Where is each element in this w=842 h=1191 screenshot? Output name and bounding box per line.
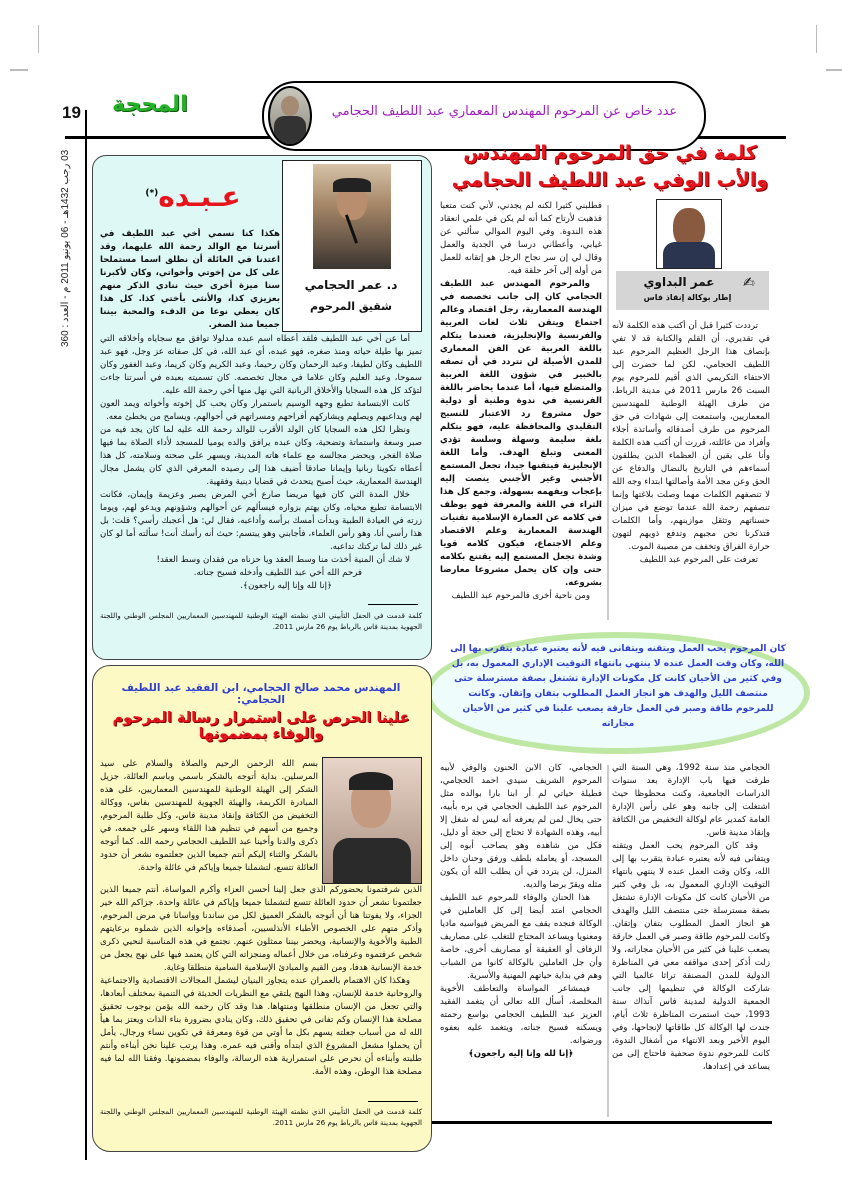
article-body	[100, 884, 422, 1094]
footnote-rule	[368, 1101, 418, 1102]
footnote: كلمة قدمت في الحفل التأبيني الذي نظمته الهيئة الوطنية للمهندسين المعماريين المجلس الوطني واللجنة الجهوية بمدينة فاس بالرباط يوم 26 مارس 2011.	[100, 611, 422, 631]
paragraph: الذين شرفتمونا بحضوركم الذي جعل إلينا أحسن العزاء وأكرم المواساة، أنتم جميعا الذين جعلتمونا نشعر أن حدود العائلة تتسع لتشملنا جميعا وإياكم في عائلة واحدة. جزاكم الله خير الجزاء، ولا يفوتنا هنا أن أتوجه بالشكر العميق لكل من ساندنا وواسانا في مرض المرحوم، وأذكر منهم على الخصوص الأطباء الأنذلسيين، أصدقاءه وإخوانه الذين شملوه برعايتهم الطبية والأخوية والإنسانية، ويحضر بيننا ممثلون عنهم. نجتمع في هذه المناسبة لنحيي ذكرى شخص عرفتموه وعرفناه، من خلال أعماله ومنجزاته التي كان يعتمد فيها على نهج يجعل من خدمة الإنسانية هدفا، ومن القيم والمبادئ الإسلامية السامية منطلقا وغاية.	[100, 885, 422, 973]
margin-rule	[85, 110, 87, 1160]
article-kicker: المهندس محمد صالح الحجامي، ابن الفقيد عبد اللطيف الحجامي:	[121, 682, 401, 706]
footnote-mark: (*)	[145, 188, 159, 199]
author-photo	[656, 199, 722, 269]
paragraph: كانت الابتسامة تطبع وجهه الوسيم باستمرار وكان يحب كل إخوته وأخواته ويمد العون لهم ويداعبهم ويصلهم ويشاركهم أفراحهم ومسراتهم في أحوالهم، ويسامح من يخطئ معه.	[100, 399, 422, 422]
article-body	[100, 333, 422, 591]
paragraph: فرحم الله أخي عبد اللطيف وأدخله فسيح جناته.	[193, 568, 362, 578]
paragraph: ونظرا لكل هذه السجايا كان الولد الأقرب للوالد رحمة الله عليه لما كان يجد فيه من صبر وسعة واستماتة وتضحية، وكان عبده يرافق والده يوميا للمسجد لأداء الصلاة بما فيها صلاة الفجر، ويحضر مجالسه مع علماء هاته المدينة، ويسهر على صحته وسلامته، كل هذا أعطاه تكوينا ربانيا وإيمانا صادقا أضيف هذا إلى رصيده المعرفي الذي كان يشمل مجال الهندسة المعمارية، حيث أصبح يتحدث في قضايا دينية وفقهية.	[100, 425, 422, 487]
column-right-continued	[612, 762, 770, 1120]
paragraph: فيمشاعر المواساة والتعاطف الأخوية المخلصة، أسأل الله تعالى أن يتغمد الفقيد العزيز عبد اللطيف الحجامي بواسع رحمته ويسكنه فسيح جناته، ويتغمد عليه بعفوه ورضوانه.	[440, 984, 602, 1046]
article-title: علينا الحرص على استمرار رسالة المرحوم والوفاء بمضمونها	[112, 710, 410, 742]
author-name: د. عمر الحجامي	[304, 278, 398, 292]
crop-mark	[826, 69, 842, 71]
title-line: والأب الوفي عبد اللطيف الحجامي	[451, 169, 769, 191]
page-number: 19	[62, 103, 81, 122]
crop-mark	[816, 25, 817, 53]
paragraph: فطلبني كثيرا لكنه لم يجدني، لأني كنت متعبا فذهبت لأرتاح كما أنه لم يكن في علمي انعقاد هذه الندوة. وفي اليوم الموالي سألني عن غيابي، وأعطاني درسا في الجدية والعمل وقال لي إن سر نجاح الرجل هو إتقانه للعمل من أوله إلى آخر حلقة فيه.	[440, 201, 602, 276]
crop-mark	[38, 25, 39, 53]
author-photo	[313, 164, 391, 269]
paragraph: لا شك أن المنية أخذت منا وسط العقد ويا حزناه من فقدان وسط العقد!	[156, 555, 410, 565]
pen-icon: ✍	[743, 275, 755, 291]
column-right	[612, 320, 770, 622]
paragraph: خلال المدة التي كان فيها مريضا صارع أخي المرض بصبر وعزيمة وإيمان، فكانت الابتسامة تطبع محياه، وكان يهتم بزواره فيسألهم عن أحوالهم وشؤونهم ويدعو لهم، ويوما زرته في العيادة الطبية وبدأت أمسك برأسه وأداعبه، فقال لي: هل أعجبك رأسي؟ قلت: بل هذا رأسي أنا، وهو رأس العلماء، فأجابني وهو يبتسم: حيث أنه رأسك أنت! سألته أما لو كان غير ذلك لما تركتك تداعبه.	[100, 490, 422, 552]
column-left	[440, 200, 602, 620]
paragraph: والمرحوم المهندس عبد اللطيف الحجامي كان إلى جانب تخصصه في الهندسة المعمارية، رجل اقتصاد وعالم اجتماع ويتقن ثلاث لغات العربية والفرنسية والإنجليزية، فعندما يتكلم باللغة العربية عن الفن المعماري للمدن الأصيلة لن تتردد في أن تصفه بالخبير في شؤون اللغة العربية والمتضلع فيها، أما عندما يحاضر باللغة الفرنسية في ندوة وطنية أو دولية حول مشروع رد الاعتبار للنسيج التقليدي والمحافظة عليه، فهو يتكلم بلغة سليمة وسهلة وسلسة تؤدي المعنى وتبلغ الهدف. وأما اللغة الإنجليزية فيتقنها جيدا، تجعل المستمع الأجنبي وغير الأجنبي ينصت إليه بإعجاب ويفهمه بسهولة. وجمع كل هذا الثراء في اللغة والمعرفة فهو يوظف في كلامه عن العمارة الإسلامية تقنيات الهندسة المعمارية وعلم الاقتصاد وعلم الاجتماع، فيكون كلامه قويا وشدة تجعل المستمع إليه يقتنع بكلامه حتى وإن كان يحمل مشروعا معارضا بشروعه.	[440, 279, 602, 588]
paragraph: الحجامي، كان الابن الحنون والوفي لأبيه المرحوم الشريف سيدي احمد الحجامي، فطيلة حياتي لم أر ابنا بارا بوالده مثل المرحوم عبد اللطيف الحجامي في بره بأبيه، حتى يخال لمن لم يعرفه أنه ليس له شغل إلا أبيه، وهذه الشهادة لا تحتاج إلى حجة أو دليل، فكل من شاهده وهو يصاحب أبوه إلى المسجد، أو يعامله بلطف ورفق وحنان داخل المنزل، لن يتردد في أن يطلب الله أن يكون مثله ويقرّ برضا والديه.	[440, 763, 602, 890]
paragraph: هكذا كنا نسمي أخي عبد اللطيف في أسرتنا مع الوالد رحمة الله عليهما، وقد اعتدنا في العائلة أن نطلق اسما مستملحا على كل من إخوتي وأخواتي، وكان لأكبرنا سنا ميزة أخرى حيث ننادي الذكر منهم بعزيزي كذا، والأنثى بأختي كذا. كل هذا كان يعطي نوعا من الدفء والمحبة بيننا جميعا منذ الصغر.	[100, 229, 280, 330]
paragraph: ترددت كثيرا قبل أن أكتب هذه الكلمة لأنه في تقديري، أن القلم والكتابة قد لا تفي بإنصاف هذا الرجل العظيم المرحوم عبد اللطيف الحجامي، لكن لما حضرت إلى الاحتفاء التكريمي الذي أقيم للمرحوم يوم السبت 26 مارس 2011 في مدينة الرباط، من طرف الهيئة الوطنية للمهندسين المعماريين، واستمعت إلى شهادات في حق المرحوم من طرف أصدقائه وأساتذة أجلاء وأفراد من عائلته، قررت أن أكتب هذه الكلمة وأنا على يقين أن العظماء الذين يطلقون أسماءهم في التاريخ بالنضال والدفاع عن الحق وعن مجد الأمة وأصالتها ابتداء وجه الله لا تنصفهم الكلمات مهما وصلت بلاغتها وإنما تنصفهم رحمة الله عندما توضع في ميزان حسناتهم وتثقل موازينهم، وأما الكلمات فتذكرنا نحن مجبهم وتدفع ذويهم لتهون حرارة الفراق وتخفف من مصيبة الموت.	[612, 321, 770, 552]
footnote: كلمة قدمت في الحفل التأبيني الذي نظمته الهيئة الوطنية للمهندسين المعماريين المجلس الوطني واللجنة الجهوية بمدينة فاس بالرباط يوم 26 مارس 2011.	[100, 1107, 422, 1127]
deceased-portrait	[268, 86, 312, 146]
author-photo	[322, 757, 422, 884]
paragraph: بسم الله الرحمن الرحيم والصلاة والسلام على سيد المرسلين. بداية أتوجه بالشكر باسمي وباسم العائلة، جزيل الشكر إلى الهيئة الوطنية للمهندسين المعماريين، على هذه المبادرة الكريمة، والهيئة الجهوية للمهندسين بفاس، ووكالة التخفيض من الكثافة وإنقاذ مدينة فاس، وكل طلبة المرحوم، وجميع من أسهم في تنظيم هذا اللقاء وسهر على جمعه، في ذكرى والدنا وأخينا عبد اللطيف الحجامي رحمه الله. كما أتوجه بالشكر والثناء إليكم أنتم جميعا الذين جعلتموه نشعر أن حدود العائلة تتسع، لتشملنا جميعا وإياكم في عائلة واحدة.	[100, 759, 318, 873]
article-title	[118, 180, 268, 213]
title-text: عـبـده	[158, 180, 241, 213]
magazine-logo: المحجة	[112, 92, 188, 117]
column-rule	[607, 765, 609, 1117]
author-name: عمر البداوي	[643, 275, 715, 289]
paragraph: تعرفت على المرحوم عبد اللطيف	[639, 555, 758, 565]
banner-text: عدد خاص عن المرحوم المهندس المعماري عبد اللطيف الحجامي	[331, 104, 678, 119]
crop-mark	[10, 69, 28, 71]
title-line: كلمة في حق المرحوم المهندس	[463, 142, 757, 164]
author-role: شقيق المرحوم	[310, 300, 392, 313]
column-rule	[607, 205, 609, 620]
paragraph: وهكذا كان الاهتمام بالعمران عنده يتجاوز البنيان ليشمل المجالات الاقتصادية والاجتماعية والروحانية خدمة للإنسان، وهذا النهج يلتقي مع النظريات الحديثة في التنمية بمختلف أبعادها، والتي تجعل من الإنسان منطلقها ومنتهاها. هذا وقد كان رحمه الله يؤمن بوجوب تحقيق مصلحة هذا الإنسان وكم تفانى في تحقيق ذلك، وكان ينادي بضرورة بناء الذات ويعتز بما هيأ الله له من أسباب جعلته يسهم بكل ما أوتي من قوة ومعرفة في تكوين نساء ورجال، يأمل أن يحملوا مشعل المشروع الذي ابتدأه وأفنى فيه عمره. وهذا يرتب علينا نحن أبناءه وأنتم طلبته وأبناءه أن نحرص على استمرارية هذه الرسالة، والوفاء بمضمونها. وفقنا الله لما فيه مصلحة هذا الوطن، وهذه الأمة.	[100, 976, 422, 1077]
paragraph: هذا الحنان والوفاء للمرحوم عبد اللطيف الحجامي امتد أيضا إلى كل العاملين في الوكالة فنجده يقف مع المريض فيواسيه ماديا ومعنويا ويساعد المحتاج للتغلب على مصاريف الزفاف أو العقيقة أو مصاريف أخرى، خاصة وأن جل العاملين بالوكالة كانوا من الشباب وهم في بداية حياتهم المهنية والأسرية.	[440, 893, 602, 981]
paragraph: ﴿إنا لله وإنا إليه راجعون﴾.	[240, 581, 332, 591]
paragraph: وقد كان المرحوم يحب العمل ويتقنه ويتفانى فيه لأنه يعتبره عبادة يتقرب بها إلى الله، وكان وقت العمل عنده لا ينتهي بانتهاء التوقيت الإداري المعمول به، بل وفي كثير من الأحيان كانت كل مكونات الإدارة تشتغل بصفة مسترسلة حتى منتصف الليل والهدف هو انجاز العمل المطلوب بتفان وإتقان. وكانت للمرحوم طاقة وصبر في العمل خارقة يصعب علينا في كثير من الأحيان مجاراته، ولا زلت أذكر إحدى مواقفه معي في المناظرة الدولية للمدن المصنفة تراثا عالميا التي شاركت الوكالة في تنظيمها إلى جانب الجمعية الدولية لمدينة فاس آنذاك سنة 1993، حيث استمرت المناظرة ثلاث أيام، جندت لها الوكالة كل طاقاتها لإنجاحها، وفي اليوم الأخير وبعد الانتهاء من أشغال الندوة، كانت للمرحوم ندوة صحفية فاحتاج إلى من يساعد في إعدادها،	[612, 841, 770, 1072]
issue-date: 03 رجب 1432هـ - 06 يونيو 2011 م - العدد : 360	[60, 150, 71, 348]
paragraph: أما عن أخي عبد اللطيف فلقد أعطاه اسم عبده مدلولا توافق مع سجاياه وأخلاقه التي تميز بها طيلة حياته ومنذ صغره، فهو عبده، أي عبد الله، في كل صفاته عز وجل، فهو عبد اللطيف وكان لطيفا، وعبد الرحمان وكان رحيما، وعبد الكريم وكان كريما، وعبد الغفور وكان سموحا، وعبد العليم وكان علاما في مجال تخصصه. كان تسميته بعبده في أسرتنا جاءت لتؤكد كل هذه السجايا والأخلاق الربانية التي نهل منها أخي رحمة الله عليه.	[100, 334, 422, 396]
paragraph: الحجامي منذ سنة 1992، وهي السنة التي طرقت فيها باب الإدارة بعد سنوات الدراسات الجامعية، وكنت محظوظا حيث اشتغلت إلى جانبه وهو على رأس الإدارة العامة كمدير عام لوكالة التخفيض من الكثافة وإنقاذ مدينة فاس.	[612, 763, 770, 838]
paragraph: ﴿إنا لله وإنا إليه راجعون﴾	[468, 1049, 574, 1059]
footnote-rule	[368, 604, 418, 605]
pull-quote: كان المرحوم يحب العمل ويتقنه ويتفانى فيه لأنه يعتبره عبادة يتقرب بها إلى الله، وكان وقت العمل عنده لا ينتهي بانتهاء التوقيت الإداري المعمول به، بل وفي كثير من الأحيان كانت كل مكونات الإدارة تشتغل بصفة مسترسلة حتى منتصف الليل والهدف هو انجاز العمل المطلوب بتفان وإتقان. وكانت للمرحوم طاقة وصبر في العمل خارقة يصعب علينا في كثير من الأحيان مجاراته	[450, 644, 786, 729]
column-left-continued	[440, 762, 602, 1120]
article-title	[440, 140, 780, 194]
article-bottom-rule	[410, 1121, 772, 1124]
paragraph: ومن ناحية أخرى فالمرحوم عبد اللطيف	[451, 591, 590, 601]
author-role: إطار بوكالة إنقاذ فاس	[643, 293, 732, 302]
